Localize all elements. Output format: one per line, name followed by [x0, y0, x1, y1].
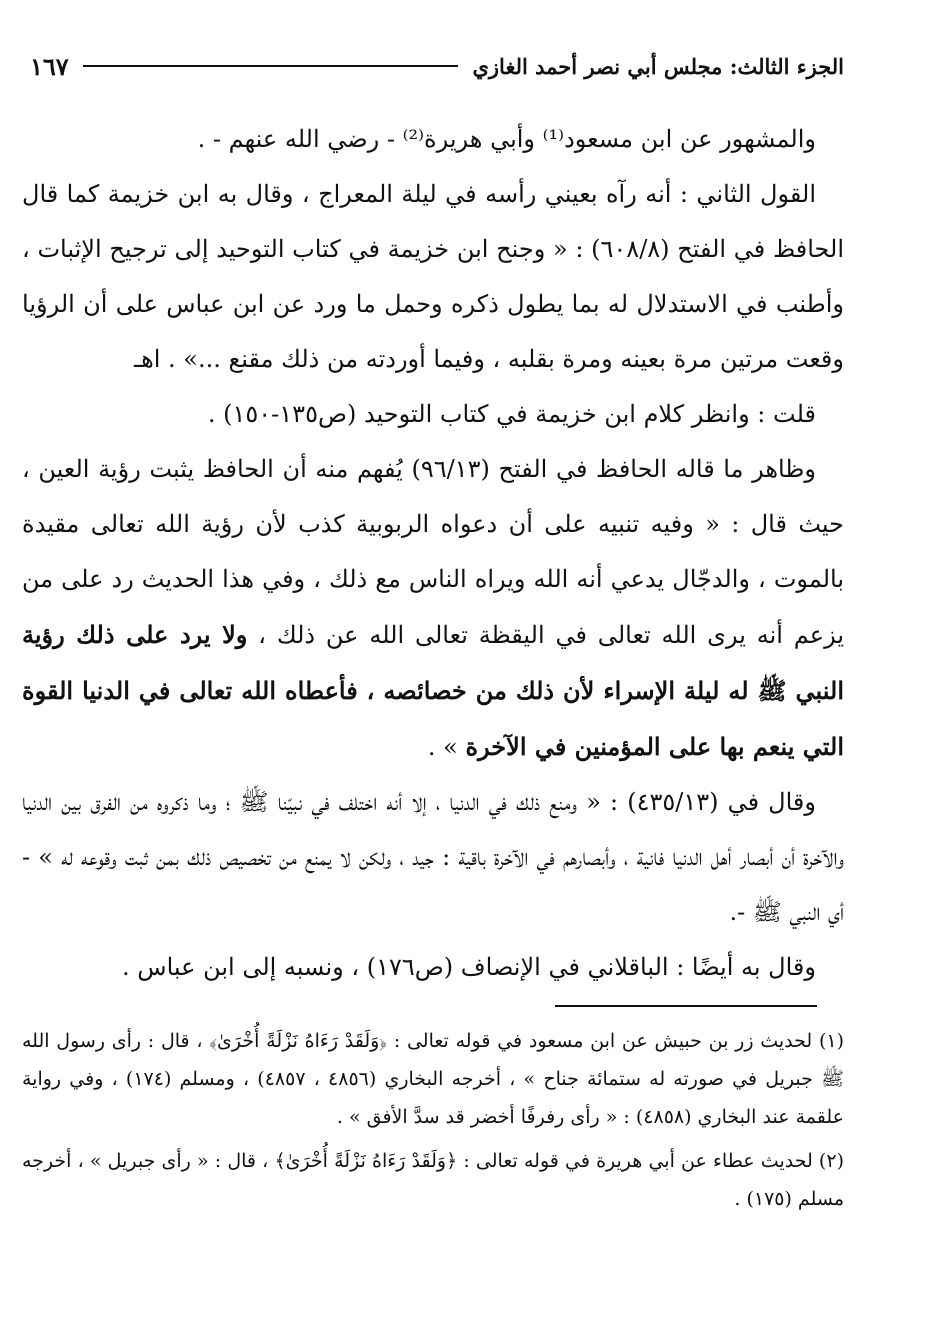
paragraph: وقال به أيضًا : الباقلاني في الإنصاف (ص١٧٦) ، ونسبه إلى ابن عباس .	[122, 953, 816, 981]
paragraph: وقال في (٤٣٥/١٣) : « ومنع ذلك في الدنيا ، إلا أنه اختلف في نبيّنا ﷺ ؛ وما ذكروه من الفرق بين الدنيا والآخرة أن أبصار أهل الدنيا فانية ، وأبصارهم في الآخرة باقية : جيد ، ولكن لا يمنع من تخصيص ذلك بمن ثبت وقوعه له » - أي النبي ﷺ -.	[22, 788, 844, 926]
footnote: (٢) لحديث عطاء عن أبي هريرة في قوله تعالى : ﴿وَلَقَدْ رَءَاهُ نَزْلَةً أُخْرَىٰ﴾ ، قال : « رأى جبريل » ، أخرجه مسلم (١٧٥) .	[22, 1150, 844, 1210]
paragraph-text: وظاهر ما قاله الحافظ في الفتح (٩٦/١٣) يُفهم منه أن الحافظ يثبت رؤية العين ، حيث قال : « وفيه تنبيه على أن دعواه الربوبية كذب لأن رؤية الله تعالى مقيدة بالموت ، والدجّال يدعي أنه الله ويراه الناس مع ذلك ، وفي هذا الحديث رد على من يزعم أنه يرى الله تعالى في اليقظة تعالى الله عن ذلك ،	[22, 455, 845, 649]
running-title: الجزء الثالث: مجلس أبي نصر أحمد الغازي	[472, 53, 844, 79]
footnote-divider	[555, 1005, 817, 1007]
paragraph-text: » .	[427, 733, 466, 761]
footnotes	[22, 1022, 844, 1224]
page-number: ١٦٧	[30, 51, 69, 81]
paragraph: القول الثاني : أنه رآه بعيني رأسه في ليلة المعراج ، وقال به ابن خزيمة كما قال الحافظ في الفتح (٦٠٨/٨) : « وجنح ابن خزيمة في كتاب التوحيد إلى ترجيح الإثبات ، وأطنب في الاستدلال له بما يطول ذكره وحمل ما ورد عن ابن عباس على أن الرؤيا وقعت مرتين مرة بعينه ومرة بقلبه ، وفيما أوردته من ذلك مقنع ...» . اهـ	[22, 180, 844, 373]
paragraph: والمشهور عن ابن مسعود⁽¹⁾ وأبي هريرة⁽²⁾ - رضي الله عنهم - .	[197, 125, 816, 153]
page-header	[30, 46, 844, 86]
header-rule	[83, 65, 459, 67]
footnote: (١) لحديث زر بن حبيش عن ابن مسعود في قوله تعالى : ﴿وَلَقَدْ رَءَاهُ نَزْلَةً أُخْرَىٰ﴾ ، قال : رأى رسول الله ﷺ جبريل في صورته له ستمائة جناح » ، أخرجه البخاري (٤٨٥٦ ، ٤٨٥٧) ، ومسلم (١٧٤) ، وفي رواية علقمة عند البخاري (٤٨٥٨) : « رأى رفرفًا أخضر قد سدَّ الأفق » .	[22, 1030, 844, 1128]
bold-quote: ولا يرد على ذلك رؤية النبي ﷺ له ليلة الإسراء لأن ذلك من خصائصه ، فأعطاه الله تعالى في الدنيا القوة التي ينعم بها على المؤمنين في الآخرة	[22, 620, 844, 761]
paragraph	[22, 442, 844, 775]
main-text	[22, 112, 844, 995]
paragraph: قلت : وانظر كلام ابن خزيمة في كتاب التوحيد (ص١٣٥-١٥٠) .	[207, 400, 816, 428]
